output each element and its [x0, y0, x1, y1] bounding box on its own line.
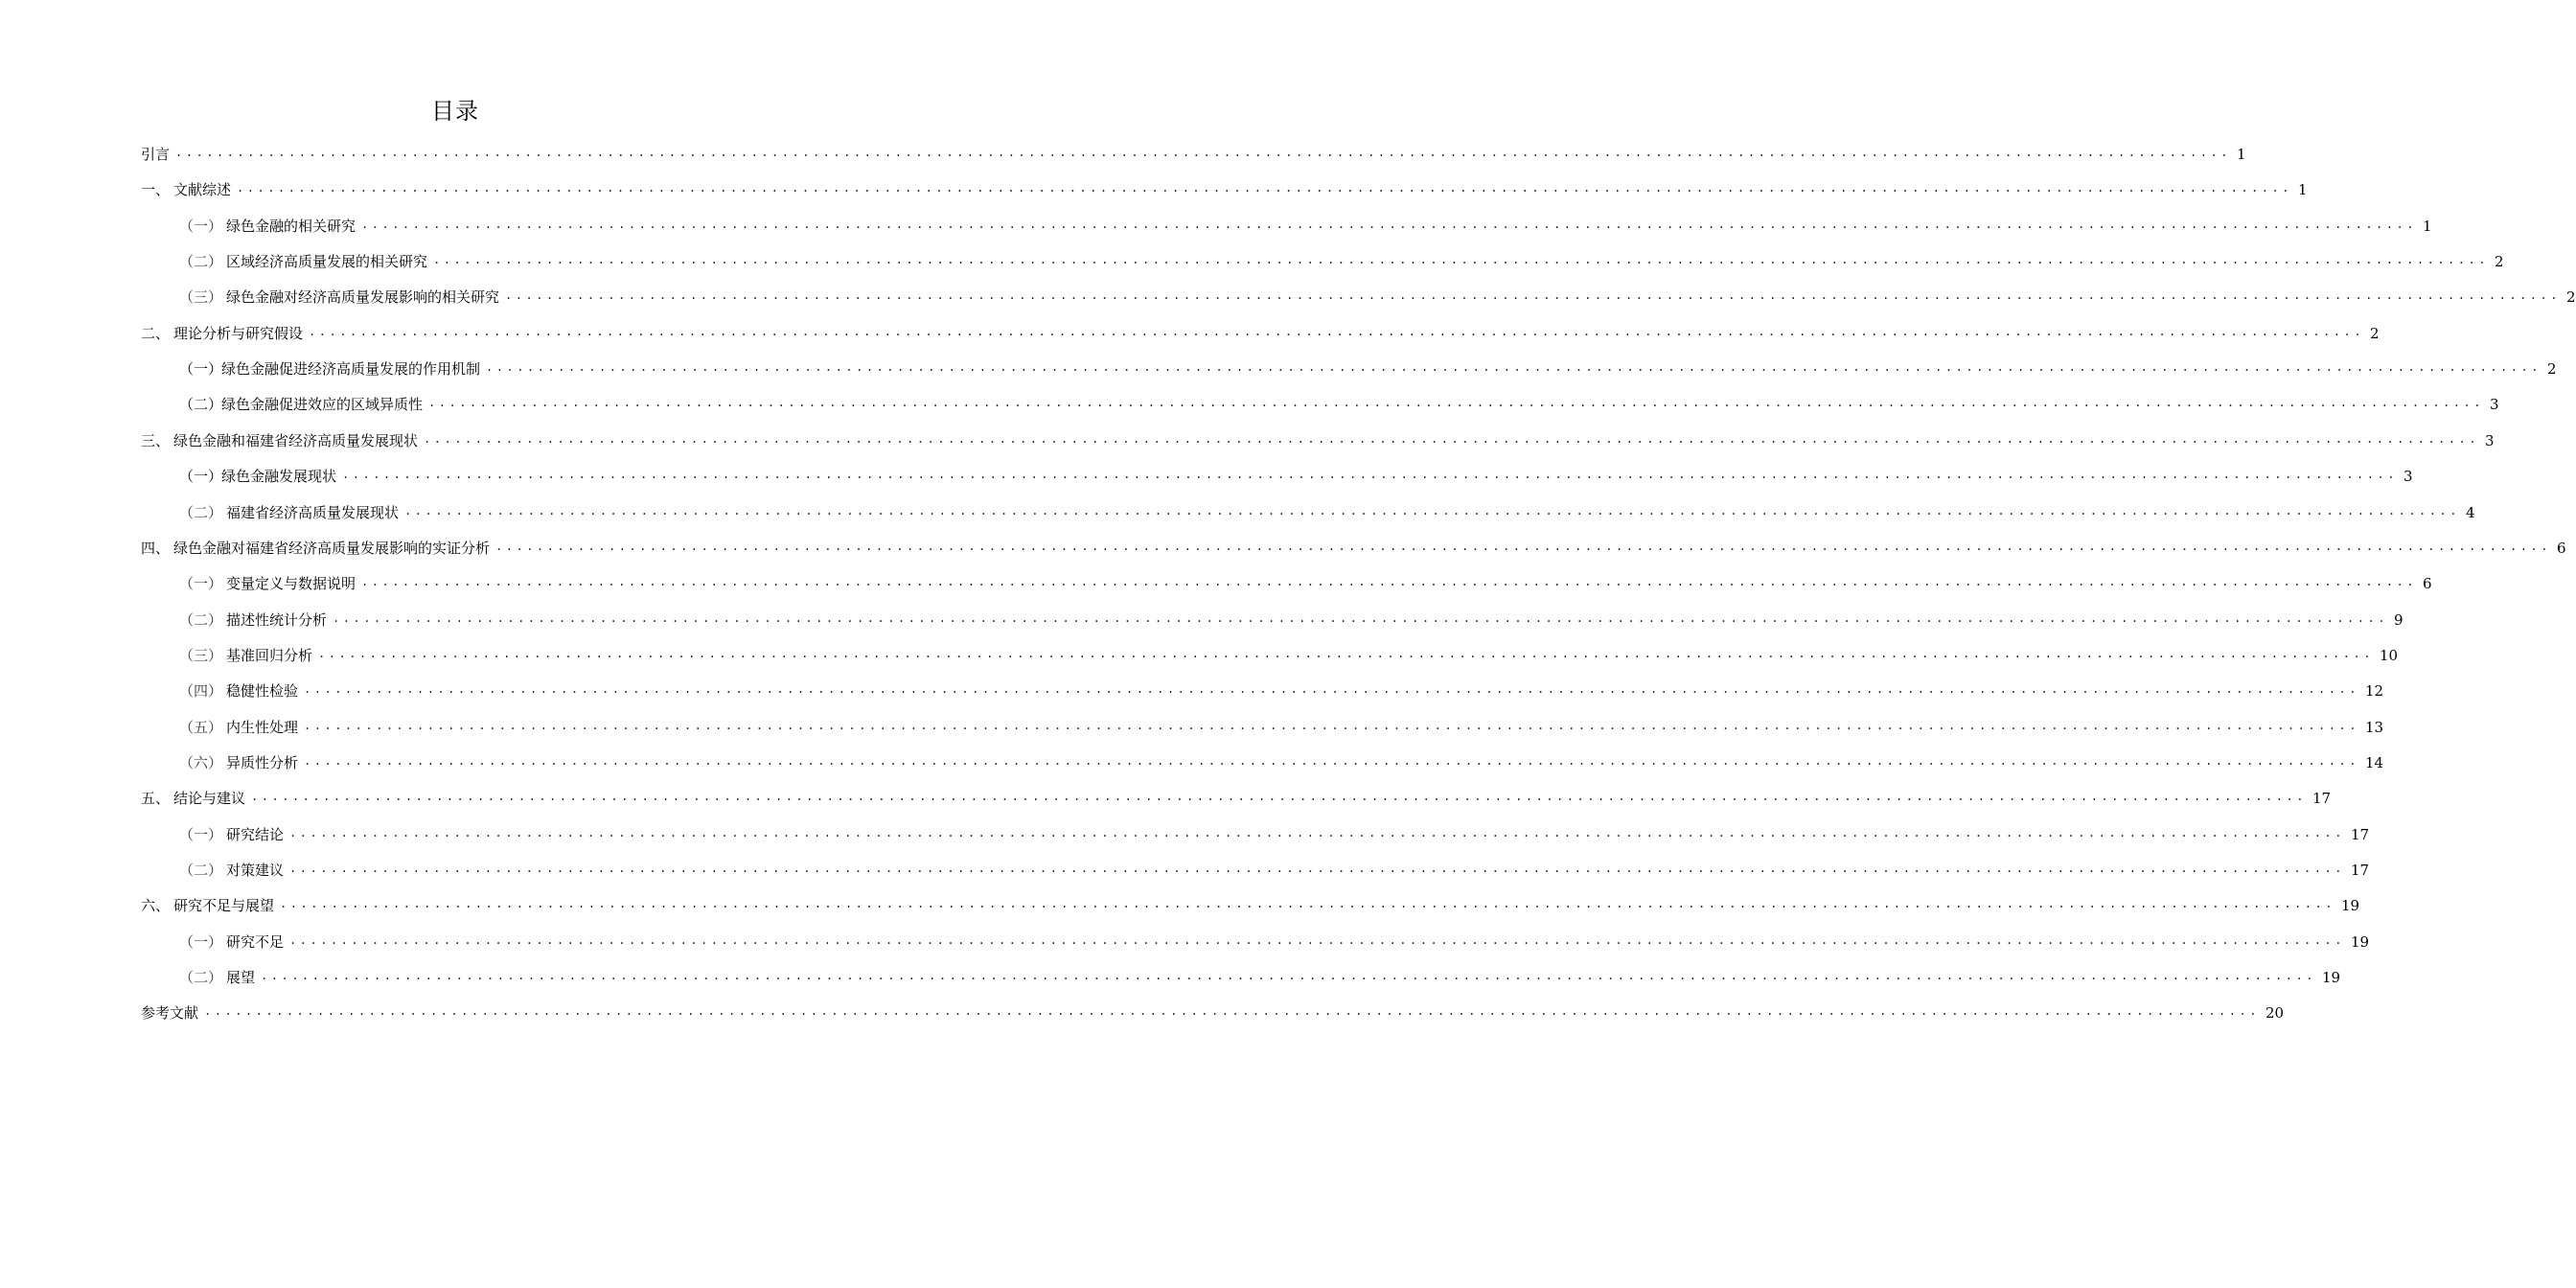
- toc-entry[interactable]: [179, 213, 2432, 236]
- toc-leader-dots: ........................................................................................................................................................................................................: [261, 969, 2316, 982]
- toc-entry[interactable]: [179, 391, 2499, 414]
- toc-entry-number: 六、: [141, 897, 171, 914]
- toc-entry-number: （二）: [179, 611, 223, 629]
- toc-page-number: 6: [2556, 540, 2566, 557]
- toc-leader-dots: ........................................................................................................................................................................................................: [505, 288, 2561, 302]
- toc-entry[interactable]: [179, 607, 2404, 630]
- toc-page-number: 4: [2465, 504, 2475, 521]
- toc-entry-title: 异质性分析: [226, 754, 299, 771]
- toc-entry-number: （二）: [179, 504, 223, 521]
- toc-page-number: 12: [2364, 682, 2384, 700]
- toc-page-number: 19: [2350, 933, 2370, 951]
- toc-entry-title: 描述性统计分析: [226, 611, 328, 629]
- toc-entry[interactable]: [141, 427, 2495, 450]
- toc-entry[interactable]: [179, 499, 2475, 522]
- toc-entry-number: 二、: [141, 325, 171, 342]
- toc-entry-title: 绿色金融的相关研究: [226, 218, 356, 235]
- toc-entry[interactable]: [179, 714, 2384, 737]
- toc-entry-number: 三、: [141, 432, 171, 449]
- toc-entry-number: （一）: [179, 218, 223, 235]
- toc-entry-title: 绿色金融发展现状: [221, 468, 337, 485]
- toc-entry-title: 福建省经济高质量发展现状: [226, 504, 400, 521]
- toc-entry-number: （一）: [179, 468, 223, 485]
- toc-page-number: 19: [2340, 897, 2360, 914]
- toc-page-number: 3: [2403, 468, 2413, 485]
- toc-entry[interactable]: [141, 176, 2308, 199]
- toc-entry-title: 基准回归分析: [226, 647, 313, 664]
- toc-entry[interactable]: [179, 642, 2399, 665]
- toc-entry[interactable]: [179, 248, 2504, 271]
- toc-entry[interactable]: [141, 320, 2380, 343]
- toc-entry-number: （四）: [179, 682, 223, 700]
- toc-entry-number: （五）: [179, 719, 223, 736]
- toc-page-number: 14: [2364, 754, 2384, 771]
- toc-entry[interactable]: [179, 749, 2384, 772]
- toc-entry-title: 绿色金融促进效应的区域异质性: [221, 396, 424, 413]
- toc-entry-number: 一、: [141, 181, 171, 198]
- toc-page-number: 1: [2297, 181, 2308, 198]
- toc-entry-number: （三）: [179, 647, 223, 664]
- toc-entry-number: （一）: [179, 360, 223, 378]
- toc-leader-dots: ........................................................................................................................................................................................................: [318, 647, 2374, 660]
- toc-entry-title: 区域经济高质量发展的相关研究: [226, 253, 428, 270]
- toc-page-number: 10: [2379, 647, 2399, 664]
- toc-leader-dots: ........................................................................................................................................................................................................: [333, 611, 2388, 625]
- toc-leader-dots: ........................................................................................................................................................................................................: [404, 504, 2460, 518]
- toc-entry-title: 展望: [226, 969, 256, 986]
- toc-entry-number: （一）: [179, 933, 223, 951]
- toc-leader-dots: ........................................................................................................................................................................................................: [342, 468, 2398, 481]
- toc-entry-title: 对策建议: [226, 862, 285, 879]
- toc-entry-title: 引言: [141, 146, 171, 163]
- toc-entry-number: （一）: [179, 575, 223, 592]
- toc-page-number: 2: [2494, 253, 2504, 270]
- toc-entry-title: 绿色金融和福建省经济高质量发展现状: [173, 432, 419, 449]
- toc-entry-title: 文献综述: [173, 181, 232, 198]
- toc-entry-number: （二）: [179, 253, 223, 270]
- toc-leader-dots: ........................................................................................................................................................................................................: [495, 540, 2551, 553]
- toc-entry[interactable]: [179, 284, 2576, 307]
- toc-leader-dots: ........................................................................................................................................................................................................: [361, 218, 2417, 231]
- toc-entry[interactable]: [141, 141, 2246, 164]
- toc-entry-title: 稳健性检验: [226, 682, 299, 700]
- toc-page-number: 2: [2546, 360, 2557, 378]
- toc-entry[interactable]: [179, 678, 2384, 701]
- toc-page-number: 13: [2364, 719, 2384, 736]
- toc-title: 目录: [431, 98, 479, 125]
- toc-entry[interactable]: [179, 857, 2370, 880]
- toc-page-number: 3: [2489, 396, 2499, 413]
- toc-leader-dots: ........................................................................................................................................................................................................: [204, 1004, 2260, 1018]
- toc-entry[interactable]: [141, 535, 2566, 558]
- toc-leader-dots: ........................................................................................................................................................................................................: [361, 575, 2417, 588]
- toc-entry-number: （一）: [179, 826, 223, 843]
- toc-page-number: 1: [2422, 218, 2432, 235]
- toc-leader-dots: ........................................................................................................................................................................................................: [424, 432, 2479, 446]
- toc-page-number: 20: [2265, 1004, 2285, 1022]
- toc-leader-dots: ........................................................................................................................................................................................................: [304, 682, 2359, 696]
- toc-page-number: 17: [2350, 826, 2370, 843]
- toc-page-number: 1: [2236, 146, 2246, 163]
- toc-entry-number: （二）: [179, 969, 223, 986]
- toc-entry-number: （二）: [179, 396, 223, 413]
- toc-leader-dots: ........................................................................................................................................................................................................: [309, 325, 2364, 338]
- toc-leader-dots: ........................................................................................................................................................................................................: [289, 862, 2345, 875]
- toc-leader-dots: ........................................................................................................................................................................................................: [280, 897, 2335, 910]
- toc-leader-dots: ........................................................................................................................................................................................................: [304, 754, 2359, 768]
- toc-entry-title: 研究不足与展望: [173, 897, 275, 914]
- toc-entry-title: 研究不足: [226, 933, 285, 951]
- toc-entry-title: 内生性处理: [226, 719, 299, 736]
- toc-entry[interactable]: [141, 892, 2360, 915]
- toc-page-number: 17: [2350, 862, 2370, 879]
- toc-entry-title: 理论分析与研究假设: [173, 325, 304, 342]
- toc-entry-number: （三）: [179, 288, 223, 306]
- toc-entry-number: （二）: [179, 862, 223, 879]
- toc-page-number: 9: [2393, 611, 2404, 629]
- toc-entry-title: 结论与建议: [173, 790, 246, 807]
- toc-entry-number: 四、: [141, 540, 171, 557]
- toc-leader-dots: ........................................................................................................................................................................................................: [251, 790, 2307, 803]
- toc-page-number: 6: [2422, 575, 2432, 592]
- toc-entry[interactable]: [179, 964, 2341, 987]
- toc-entry-title: 研究结论: [226, 826, 285, 843]
- toc-entry[interactable]: [179, 356, 2557, 379]
- toc-leader-dots: ........................................................................................................................................................................................................: [289, 933, 2345, 947]
- toc-entry[interactable]: [179, 463, 2413, 486]
- toc-page-number: 3: [2484, 432, 2495, 449]
- toc-entry-number: 五、: [141, 790, 171, 807]
- toc-entry-title: 绿色金融促进经济高质量发展的作用机制: [221, 360, 481, 378]
- toc-leader-dots: ........................................................................................................................................................................................................: [428, 396, 2484, 409]
- toc-page-number: 2: [2565, 288, 2576, 306]
- toc-leader-dots: ........................................................................................................................................................................................................: [433, 253, 2489, 266]
- toc-page-number: 19: [2321, 969, 2341, 986]
- toc-entry[interactable]: [179, 821, 2370, 844]
- toc-entry[interactable]: [141, 785, 2332, 808]
- toc-entry[interactable]: [179, 570, 2432, 593]
- toc-leader-dots: ........................................................................................................................................................................................................: [237, 181, 2292, 195]
- toc-entry-title: 绿色金融对福建省经济高质量发展影响的实证分析: [173, 540, 491, 557]
- toc-leader-dots: ........................................................................................................................................................................................................: [175, 146, 2231, 159]
- toc-leader-dots: ........................................................................................................................................................................................................: [304, 719, 2359, 732]
- toc-page-number: 17: [2312, 790, 2332, 807]
- toc-entry-title: 参考文献: [141, 1004, 199, 1022]
- toc-leader-dots: ........................................................................................................................................................................................................: [486, 360, 2542, 374]
- toc-entry-number: （六）: [179, 754, 223, 771]
- toc-page-number: 2: [2369, 325, 2380, 342]
- toc-leader-dots: ........................................................................................................................................................................................................: [289, 826, 2345, 840]
- toc-entry-title: 变量定义与数据说明: [226, 575, 356, 592]
- toc-entry[interactable]: [141, 1000, 2285, 1023]
- toc-entry-title: 绿色金融对经济高质量发展影响的相关研究: [226, 288, 500, 306]
- toc-entry[interactable]: [179, 929, 2370, 952]
